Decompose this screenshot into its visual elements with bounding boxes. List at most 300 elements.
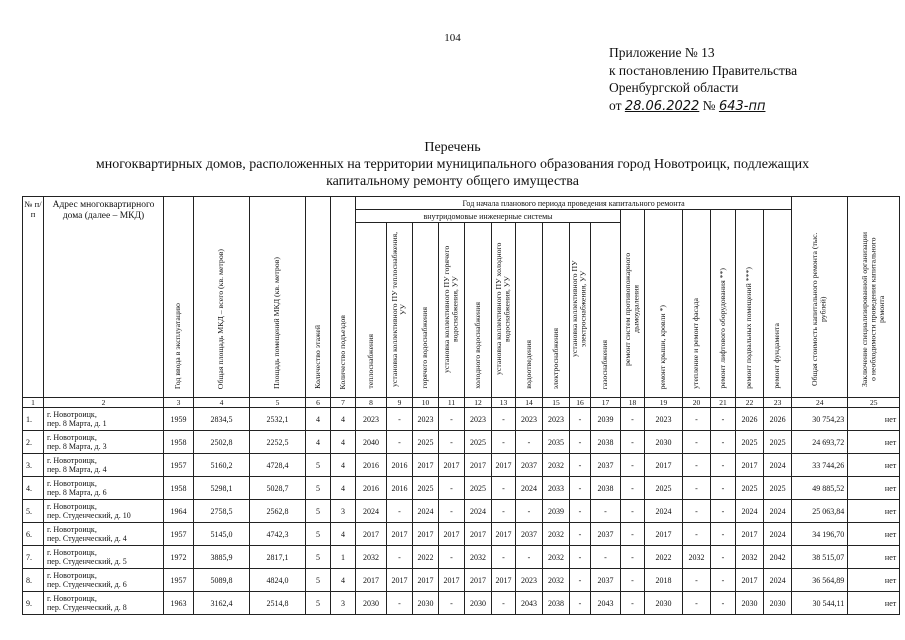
- address-city: г. Новотроицк,: [47, 502, 97, 511]
- cell: -: [683, 592, 711, 615]
- cell: -: [621, 431, 645, 454]
- cell: 2025: [764, 477, 792, 500]
- cell: 4: [331, 477, 356, 500]
- cell: -: [387, 408, 413, 431]
- cell: -: [492, 408, 516, 431]
- cell: -: [683, 523, 711, 546]
- column-number: 1: [23, 398, 44, 408]
- column-number: 19: [645, 398, 683, 408]
- cell: -: [683, 454, 711, 477]
- header-group-top: Год начала планового периода проведения капитального ремонта: [356, 197, 792, 210]
- cell: 1: [331, 546, 356, 569]
- column-number: 15: [543, 398, 570, 408]
- cell: 2040: [356, 431, 387, 454]
- cell: 2043: [591, 592, 621, 615]
- header-sys-6: водоотведения: [516, 223, 543, 398]
- cell: 1959: [164, 408, 194, 431]
- cell: -: [387, 500, 413, 523]
- cell: 2032: [543, 569, 570, 592]
- cell: 2834,5: [194, 408, 250, 431]
- cell: 3162,4: [194, 592, 250, 615]
- table-body: [23, 408, 900, 615]
- cell: -: [570, 546, 591, 569]
- cell: 2017: [736, 523, 764, 546]
- cell: 4: [331, 454, 356, 477]
- header-other-4: ремонт подвальных помещений ***): [736, 210, 764, 398]
- header-address: Адрес многоквартирного дома (далее – МКД): [44, 197, 164, 398]
- cell: 1958: [164, 477, 194, 500]
- cell: 2025: [413, 477, 439, 500]
- cell: -: [711, 431, 736, 454]
- row-address: [44, 454, 164, 477]
- address-city: г. Новотроицк,: [47, 548, 97, 557]
- cell: 25 063,84: [792, 500, 848, 523]
- row-number: 6.: [23, 523, 44, 546]
- header-sys-2: горячего водоснабжения: [413, 223, 439, 398]
- column-number: 11: [439, 398, 465, 408]
- header-sys-1: установка коллективного ПУ теплоснабжения, УУ: [387, 223, 413, 398]
- cell: 5: [306, 477, 331, 500]
- cell: 2024: [465, 500, 492, 523]
- cell: 2817,1: [250, 546, 306, 569]
- column-number: 25: [848, 398, 900, 408]
- row-number: 1.: [23, 408, 44, 431]
- cell: -: [387, 592, 413, 615]
- cell: 2023: [516, 408, 543, 431]
- handwritten-date: 28.06.2022: [624, 98, 700, 114]
- column-number: 24: [792, 398, 848, 408]
- cell: 2017: [645, 454, 683, 477]
- cell: 2017: [439, 569, 465, 592]
- header-total-cost: Общая стоимость капитального ремонта (тыс. рублей): [792, 197, 848, 398]
- cell: 2023: [543, 408, 570, 431]
- address-street: пер. 8 Марта, д. 3: [47, 442, 107, 451]
- cell: -: [439, 431, 465, 454]
- cell: нет: [848, 500, 900, 523]
- cell: 5089,8: [194, 569, 250, 592]
- cell: нет: [848, 431, 900, 454]
- cell: 1972: [164, 546, 194, 569]
- cell: нет: [848, 569, 900, 592]
- header-sys-8: установка коллективного ПУ электроснабжения, УУ: [570, 223, 591, 398]
- cell: 2024: [764, 523, 792, 546]
- cell: 2023: [516, 569, 543, 592]
- cell: 2017: [387, 523, 413, 546]
- column-number: 17: [591, 398, 621, 408]
- address-street: пер. 8 Марта, д. 6: [47, 488, 107, 497]
- cell: 2025: [736, 477, 764, 500]
- cell: 2037: [591, 523, 621, 546]
- cell: -: [439, 408, 465, 431]
- cell: -: [711, 408, 736, 431]
- address-street: пер. Студенческий, д. 8: [47, 603, 127, 612]
- cell: -: [516, 546, 543, 569]
- cell: 2017: [439, 454, 465, 477]
- cell: -: [621, 546, 645, 569]
- row-number: 7.: [23, 546, 44, 569]
- cell: 2025: [645, 477, 683, 500]
- column-number: 13: [492, 398, 516, 408]
- cell: нет: [848, 408, 900, 431]
- cell: 4: [306, 431, 331, 454]
- table-row: [23, 523, 900, 546]
- cell: -: [387, 431, 413, 454]
- cell: 33 744,26: [792, 454, 848, 477]
- header-year-built: Год ввода в эксплуатацию: [164, 197, 194, 398]
- row-number: 8.: [23, 569, 44, 592]
- cell: -: [683, 477, 711, 500]
- column-number: 23: [764, 398, 792, 408]
- address-street: пер. Студенческий, д. 10: [47, 511, 131, 520]
- cell: -: [711, 569, 736, 592]
- cell: 5: [306, 523, 331, 546]
- cell: нет: [848, 523, 900, 546]
- cell: -: [621, 454, 645, 477]
- row-address: [44, 431, 164, 454]
- cell: 2024: [764, 454, 792, 477]
- cell: 2030: [645, 592, 683, 615]
- cell: -: [711, 523, 736, 546]
- row-number: 9.: [23, 592, 44, 615]
- cell: 2030: [465, 592, 492, 615]
- column-number: 20: [683, 398, 711, 408]
- repair-table: [22, 196, 900, 615]
- cell: -: [621, 592, 645, 615]
- column-number: 2: [44, 398, 164, 408]
- cell: 2035: [543, 431, 570, 454]
- header-group-systems: внутридомовые инженерные системы: [356, 210, 621, 223]
- cell: -: [570, 592, 591, 615]
- column-number: 3: [164, 398, 194, 408]
- row-address: [44, 523, 164, 546]
- cell: -: [516, 500, 543, 523]
- table-row: [23, 431, 900, 454]
- cell: 2024: [736, 500, 764, 523]
- cell: -: [492, 592, 516, 615]
- cell: 2018: [645, 569, 683, 592]
- cell: -: [570, 523, 591, 546]
- cell: -: [570, 431, 591, 454]
- appendix-line-3: Оренбургской области: [609, 80, 739, 95]
- header-premises-area: Площадь помещений МКД (кв. метров): [250, 197, 306, 398]
- cell: нет: [848, 477, 900, 500]
- cell: 5: [306, 592, 331, 615]
- address-city: г. Новотроицк,: [47, 594, 97, 603]
- table-row: [23, 569, 900, 592]
- address-street: пер. Студенческий, д. 5: [47, 557, 127, 566]
- table-row: [23, 592, 900, 615]
- cell: 2017: [465, 454, 492, 477]
- address-city: г. Новотроицк,: [47, 525, 97, 534]
- column-number: 4: [194, 398, 250, 408]
- cell: 2024: [764, 500, 792, 523]
- cell: 2016: [356, 477, 387, 500]
- cell: 2032: [683, 546, 711, 569]
- header-floors: Количество этажей: [306, 197, 331, 398]
- table-row: [23, 546, 900, 569]
- cell: 5: [306, 454, 331, 477]
- cell: -: [492, 477, 516, 500]
- address-street: пер. Студенческий, д. 4: [47, 534, 127, 543]
- cell: 36 564,89: [792, 569, 848, 592]
- cell: 2032: [543, 523, 570, 546]
- cell: 2023: [645, 408, 683, 431]
- cell: 2030: [645, 431, 683, 454]
- cell: -: [439, 477, 465, 500]
- document-subtitle-2: капитальному ремонту общего имущества: [326, 174, 579, 189]
- address-street: пер. Студенческий, д. 6: [47, 580, 127, 589]
- cell: -: [683, 569, 711, 592]
- cell: 2017: [492, 523, 516, 546]
- column-number: 6: [306, 398, 331, 408]
- row-number: 3.: [23, 454, 44, 477]
- cell: -: [621, 569, 645, 592]
- cell: 2033: [543, 477, 570, 500]
- cell: 2532,1: [250, 408, 306, 431]
- cell: 4742,3: [250, 523, 306, 546]
- cell: 2039: [543, 500, 570, 523]
- cell: 2030: [356, 592, 387, 615]
- appendix-line-2: к постановлению Правительства: [609, 62, 798, 78]
- cell: -: [621, 500, 645, 523]
- cell: -: [621, 408, 645, 431]
- cell: 2038: [591, 431, 621, 454]
- number-prefix: №: [702, 97, 716, 113]
- cell: 2017: [465, 523, 492, 546]
- row-address: [44, 569, 164, 592]
- cell: 1964: [164, 500, 194, 523]
- cell: 2024: [356, 500, 387, 523]
- header-entrances: Количество подъездов: [331, 197, 356, 398]
- address-city: г. Новотроицк,: [47, 433, 97, 442]
- cell: 2017: [439, 523, 465, 546]
- cell: 2758,5: [194, 500, 250, 523]
- cell: -: [570, 500, 591, 523]
- cell: 2017: [413, 454, 439, 477]
- cell: 49 885,52: [792, 477, 848, 500]
- cell: -: [683, 500, 711, 523]
- cell: 4: [331, 408, 356, 431]
- cell: 2024: [516, 477, 543, 500]
- cell: 2025: [465, 477, 492, 500]
- cell: 2016: [387, 454, 413, 477]
- cell: 1957: [164, 569, 194, 592]
- cell: 2025: [764, 431, 792, 454]
- address-street: пер. 8 Марта, д. 1: [47, 419, 107, 428]
- cell: 3: [331, 592, 356, 615]
- header-other-0: ремонт систем противопожарного дымоудаления: [621, 210, 645, 398]
- cell: 2024: [764, 569, 792, 592]
- cell: -: [683, 431, 711, 454]
- cell: 4: [331, 569, 356, 592]
- cell: нет: [848, 454, 900, 477]
- appendix-date-line: [609, 97, 899, 116]
- cell: 2017: [736, 454, 764, 477]
- cell: 2022: [413, 546, 439, 569]
- cell: 5145,0: [194, 523, 250, 546]
- cell: -: [711, 592, 736, 615]
- cell: 2017: [413, 569, 439, 592]
- cell: -: [591, 546, 621, 569]
- cell: 2025: [736, 431, 764, 454]
- cell: 3885,9: [194, 546, 250, 569]
- cell: 4: [306, 408, 331, 431]
- column-number: 18: [621, 398, 645, 408]
- cell: -: [570, 569, 591, 592]
- cell: 2024: [413, 500, 439, 523]
- header-other-5: ремонт фундамента: [764, 210, 792, 398]
- cell: 2043: [516, 592, 543, 615]
- row-address: [44, 408, 164, 431]
- header-sys-5: установка коллективного ПУ холодного водоснабжения, УУ: [492, 223, 516, 398]
- header-number: № п/п: [23, 197, 44, 398]
- cell: -: [711, 546, 736, 569]
- page-number: 104: [444, 32, 461, 44]
- cell: 2038: [543, 592, 570, 615]
- header-other-2: утепление и ремонт фасада: [683, 210, 711, 398]
- cell: -: [387, 546, 413, 569]
- cell: 4: [331, 523, 356, 546]
- table-row: [23, 454, 900, 477]
- cell: -: [711, 477, 736, 500]
- cell: -: [711, 454, 736, 477]
- address-city: г. Новотроицк,: [47, 456, 97, 465]
- cell: 2039: [591, 408, 621, 431]
- row-address: [44, 546, 164, 569]
- cell: 30 544,11: [792, 592, 848, 615]
- cell: 34 196,70: [792, 523, 848, 546]
- header-conclusion: Заключение специализированной организации о необходимости проведения капитального ремонта: [848, 197, 900, 398]
- cell: 24 693,72: [792, 431, 848, 454]
- cell: -: [621, 523, 645, 546]
- cell: 2032: [543, 546, 570, 569]
- header-sys-9: газоснабжения: [591, 223, 621, 398]
- cell: 2037: [516, 454, 543, 477]
- cell: 2017: [492, 569, 516, 592]
- cell: 2017: [645, 523, 683, 546]
- cell: 2026: [764, 408, 792, 431]
- address-city: г. Новотроицк,: [47, 410, 97, 419]
- cell: -: [570, 408, 591, 431]
- appendix-line-1: Приложение № 13: [609, 45, 715, 60]
- cell: -: [439, 500, 465, 523]
- cell: 2042: [764, 546, 792, 569]
- cell: 2030: [736, 592, 764, 615]
- column-number: 7: [331, 398, 356, 408]
- cell: 2030: [413, 592, 439, 615]
- cell: 1957: [164, 523, 194, 546]
- header-other-1: ремонт крыши, кровли *): [645, 210, 683, 398]
- cell: 5: [306, 500, 331, 523]
- row-address: [44, 500, 164, 523]
- cell: 2017: [465, 569, 492, 592]
- cell: 1963: [164, 592, 194, 615]
- cell: 2037: [516, 523, 543, 546]
- column-number: 21: [711, 398, 736, 408]
- appendix-block: [609, 44, 899, 115]
- cell: -: [591, 500, 621, 523]
- cell: 2024: [645, 500, 683, 523]
- cell: 2025: [465, 431, 492, 454]
- cell: 2023: [413, 408, 439, 431]
- cell: 5028,7: [250, 477, 306, 500]
- cell: 2037: [591, 569, 621, 592]
- cell: -: [516, 431, 543, 454]
- cell: 2017: [413, 523, 439, 546]
- cell: 2502,8: [194, 431, 250, 454]
- cell: 2016: [387, 477, 413, 500]
- cell: 5298,1: [194, 477, 250, 500]
- cell: -: [492, 431, 516, 454]
- cell: нет: [848, 592, 900, 615]
- row-number: 5.: [23, 500, 44, 523]
- table-row: [23, 477, 900, 500]
- row-number: 4.: [23, 477, 44, 500]
- column-number: 14: [516, 398, 543, 408]
- cell: -: [570, 477, 591, 500]
- address-street: пер. 8 Марта, д. 4: [47, 465, 107, 474]
- handwritten-number: 643-пп: [718, 98, 766, 114]
- cell: 2026: [736, 408, 764, 431]
- header-other-3: ремонт лифтового оборудования **): [711, 210, 736, 398]
- cell: 4728,4: [250, 454, 306, 477]
- column-number-row: [23, 398, 900, 408]
- cell: 4824,0: [250, 569, 306, 592]
- header-sys-0: теплоснабжения: [356, 223, 387, 398]
- cell: 2032: [465, 546, 492, 569]
- column-number: 10: [413, 398, 439, 408]
- cell: 2252,5: [250, 431, 306, 454]
- table-row: [23, 500, 900, 523]
- cell: 2017: [387, 569, 413, 592]
- cell: -: [621, 477, 645, 500]
- header-sys-7: электроснабжения: [543, 223, 570, 398]
- cell: 4: [331, 431, 356, 454]
- cell: 2032: [356, 546, 387, 569]
- cell: -: [439, 546, 465, 569]
- cell: 1957: [164, 454, 194, 477]
- address-city: г. Новотроицк,: [47, 479, 97, 488]
- column-number: 22: [736, 398, 764, 408]
- cell: 2032: [543, 454, 570, 477]
- date-prefix: от: [609, 97, 622, 113]
- cell: 2017: [736, 569, 764, 592]
- cell: 30 754,23: [792, 408, 848, 431]
- document-title: Перечень: [424, 140, 481, 155]
- cell: -: [492, 500, 516, 523]
- cell: 2017: [356, 523, 387, 546]
- header-sys-4: холодного водоснабжения: [465, 223, 492, 398]
- column-number: 12: [465, 398, 492, 408]
- row-address: [44, 477, 164, 500]
- cell: -: [492, 546, 516, 569]
- address-city: г. Новотроицк,: [47, 571, 97, 580]
- cell: 2514,8: [250, 592, 306, 615]
- cell: 2022: [645, 546, 683, 569]
- row-number: 2.: [23, 431, 44, 454]
- cell: нет: [848, 546, 900, 569]
- cell: 1958: [164, 431, 194, 454]
- cell: 2017: [356, 569, 387, 592]
- row-address: [44, 592, 164, 615]
- document-subtitle-1: многоквартирных домов, расположенных на территории муниципального образования город Новотроицк, подлежащих: [95, 157, 810, 172]
- header-total-area: Общая площадь МКД – всего (кв. метров): [194, 197, 250, 398]
- cell: 5: [306, 569, 331, 592]
- cell: -: [683, 408, 711, 431]
- cell: -: [711, 500, 736, 523]
- cell: 2025: [413, 431, 439, 454]
- cell: 5: [306, 546, 331, 569]
